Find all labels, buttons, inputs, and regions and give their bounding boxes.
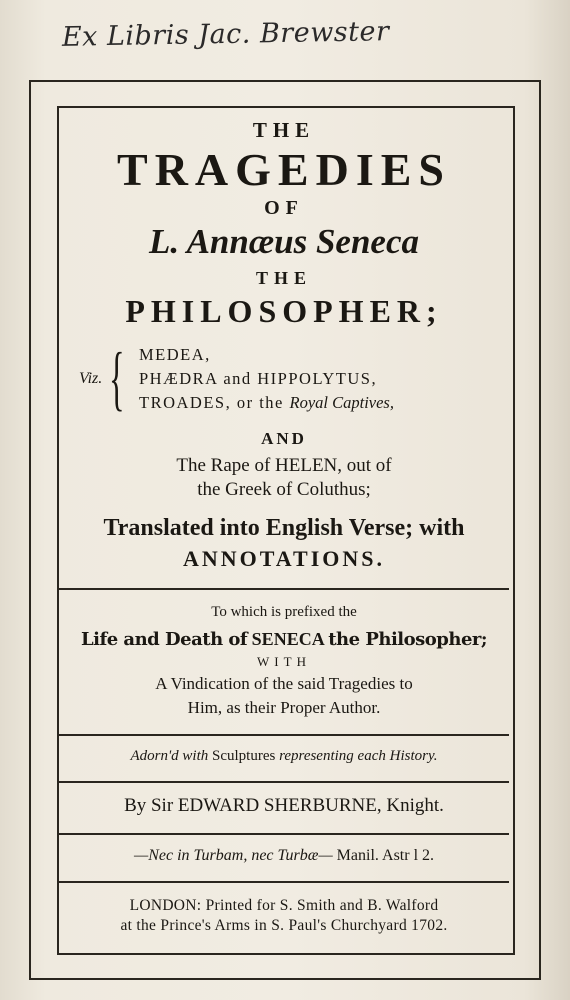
author-name: L. Annæus Seneca <box>148 222 419 261</box>
title-philosopher: PHILOSOPHER; <box>125 293 443 329</box>
life-and-death-line <box>59 629 509 650</box>
title-of: OF <box>264 197 304 219</box>
divider-1 <box>59 588 509 590</box>
title-block <box>59 108 509 935</box>
epigraph-source: Manil. Astr l 2. <box>336 847 435 864</box>
greek-of-coluthus-line: the Greek of Coluthus; <box>197 479 371 500</box>
life-blackletter-c: the Philosopher; <box>328 629 488 650</box>
play-troades-subtitle: Royal Captives, <box>289 393 394 412</box>
handwritten-inscription: Ex Libris Jac. Brewster <box>61 16 390 53</box>
play-titles <box>139 343 394 415</box>
divider-4 <box>59 833 509 835</box>
brace-glyph: { <box>109 338 125 418</box>
imprint-line-1: LONDON: Printed for S. Smith and B. Walford <box>129 897 439 914</box>
prefix-line: To which is prefixed the <box>211 604 357 620</box>
divider-5 <box>59 881 509 883</box>
life-seneca: SENECA <box>251 629 324 649</box>
title-the-2: THE <box>255 268 312 288</box>
sculptures-line <box>59 748 509 765</box>
epigraph-quote: —Nec in Turbam, nec Turbæ— <box>133 847 333 864</box>
life-blackletter-a: Life and Death of <box>80 629 248 650</box>
translated-line: Translated into English Verse; with <box>103 515 465 541</box>
plays-list <box>59 338 509 419</box>
with-line: WITH <box>257 654 311 669</box>
adorn-b: Sculptures <box>212 748 276 764</box>
proper-author-line: Him, as their Proper Author. <box>187 698 381 717</box>
play-phaedra: PHÆDRA and HIPPOLYTUS, <box>139 369 378 388</box>
viz-label: Viz. <box>79 370 103 387</box>
title-tragedies: TRAGEDIES <box>117 144 451 195</box>
imprint-line-2: at the Prince's Arms in S. Paul's Churchyard 1702. <box>120 917 448 934</box>
adorn-c: representing each History. <box>279 748 438 764</box>
and-line: AND <box>261 429 307 448</box>
divider-2 <box>59 734 509 736</box>
adorn-a: Adorn'd with <box>130 748 209 764</box>
annotations-line: ANNOTATIONS. <box>182 546 386 571</box>
vindication-line: A Vindication of the said Tragedies to <box>155 674 413 693</box>
play-troades-main: TROADES, or the <box>139 393 284 412</box>
play-medea: MEDEA, <box>139 345 211 364</box>
play-troades <box>139 391 394 415</box>
author-credit-line: By Sir EDWARD SHERBURNE, Knight. <box>124 795 444 816</box>
epigraph-line <box>59 847 509 865</box>
rape-of-helen-line: The Rape of HELEN, out of <box>176 455 392 476</box>
divider-3 <box>59 781 509 783</box>
title-the: THE <box>252 118 316 142</box>
